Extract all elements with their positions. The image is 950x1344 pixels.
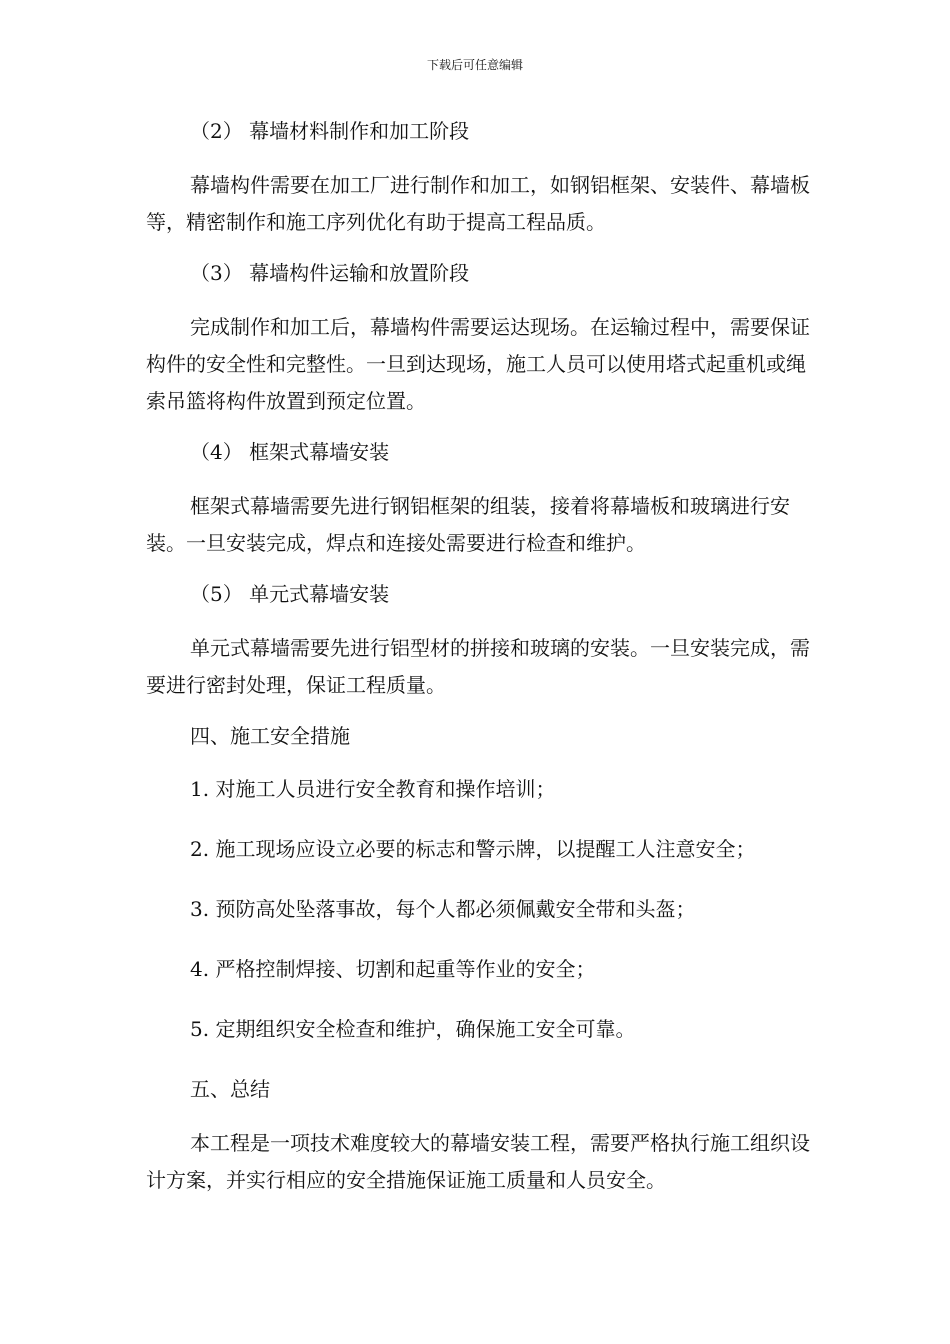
section-heading-4: （4） 框架式幕墙安装: [190, 440, 390, 464]
paragraph-transport: 完成制作和加工后，幕墙构件需要运达现场。在运输过程中，需要保证构件的安全性和完整性。一旦到达现场，施工人员可以使用塔式起重机或绳索吊篮将构件放置到预定位置。: [146, 315, 810, 413]
list-item: 5. 定期组织安全检查和维护，确保施工安全可靠。: [190, 1017, 636, 1041]
list-item: 3. 预防高处坠落事故，每个人都必须佩戴安全带和头盔；: [190, 897, 696, 921]
paragraph-materials: 幕墙构件需要在加工厂进行制作和加工，如钢铝框架、安装件、幕墙板等，精密制作和施工序列优化有助于提高工程品质。: [146, 173, 810, 234]
section-heading-3: （3） 幕墙构件运输和放置阶段: [190, 261, 470, 285]
list-item: 4. 严格控制焊接、切割和起重等作业的安全；: [190, 957, 596, 981]
paragraph-summary: 本工程是一项技术难度较大的幕墙安装工程，需要严格执行施工组织设计方案，并实行相应的安全措施保证施工质量和人员安全。: [146, 1131, 810, 1192]
section-heading-2: （2） 幕墙材料制作和加工阶段: [190, 119, 470, 143]
paragraph-frame-wall: 框架式幕墙需要先进行钢铝框架的组装，接着将幕墙板和玻璃进行安装。一旦安装完成，焊点和连接处需要进行检查和维护。: [146, 494, 790, 555]
list-item: 1. 对施工人员进行安全教育和操作培训；: [190, 777, 556, 801]
paragraph-unit-wall: 单元式幕墙需要先进行铝型材的拼接和玻璃的安装。一旦安装完成，需要进行密封处理，保证工程质量。: [146, 636, 810, 697]
section-heading-summary: 五、总结: [190, 1077, 270, 1101]
list-item: 2. 施工现场应设立必要的标志和警示牌，以提醒工人注意安全；: [190, 837, 756, 861]
document-body: [146, 114, 814, 1214]
page-header: 下载后可任意编辑: [426, 58, 523, 72]
section-heading-safety: 四、施工安全措施: [190, 724, 350, 748]
section-heading-5: （5） 单元式幕墙安装: [190, 582, 390, 606]
